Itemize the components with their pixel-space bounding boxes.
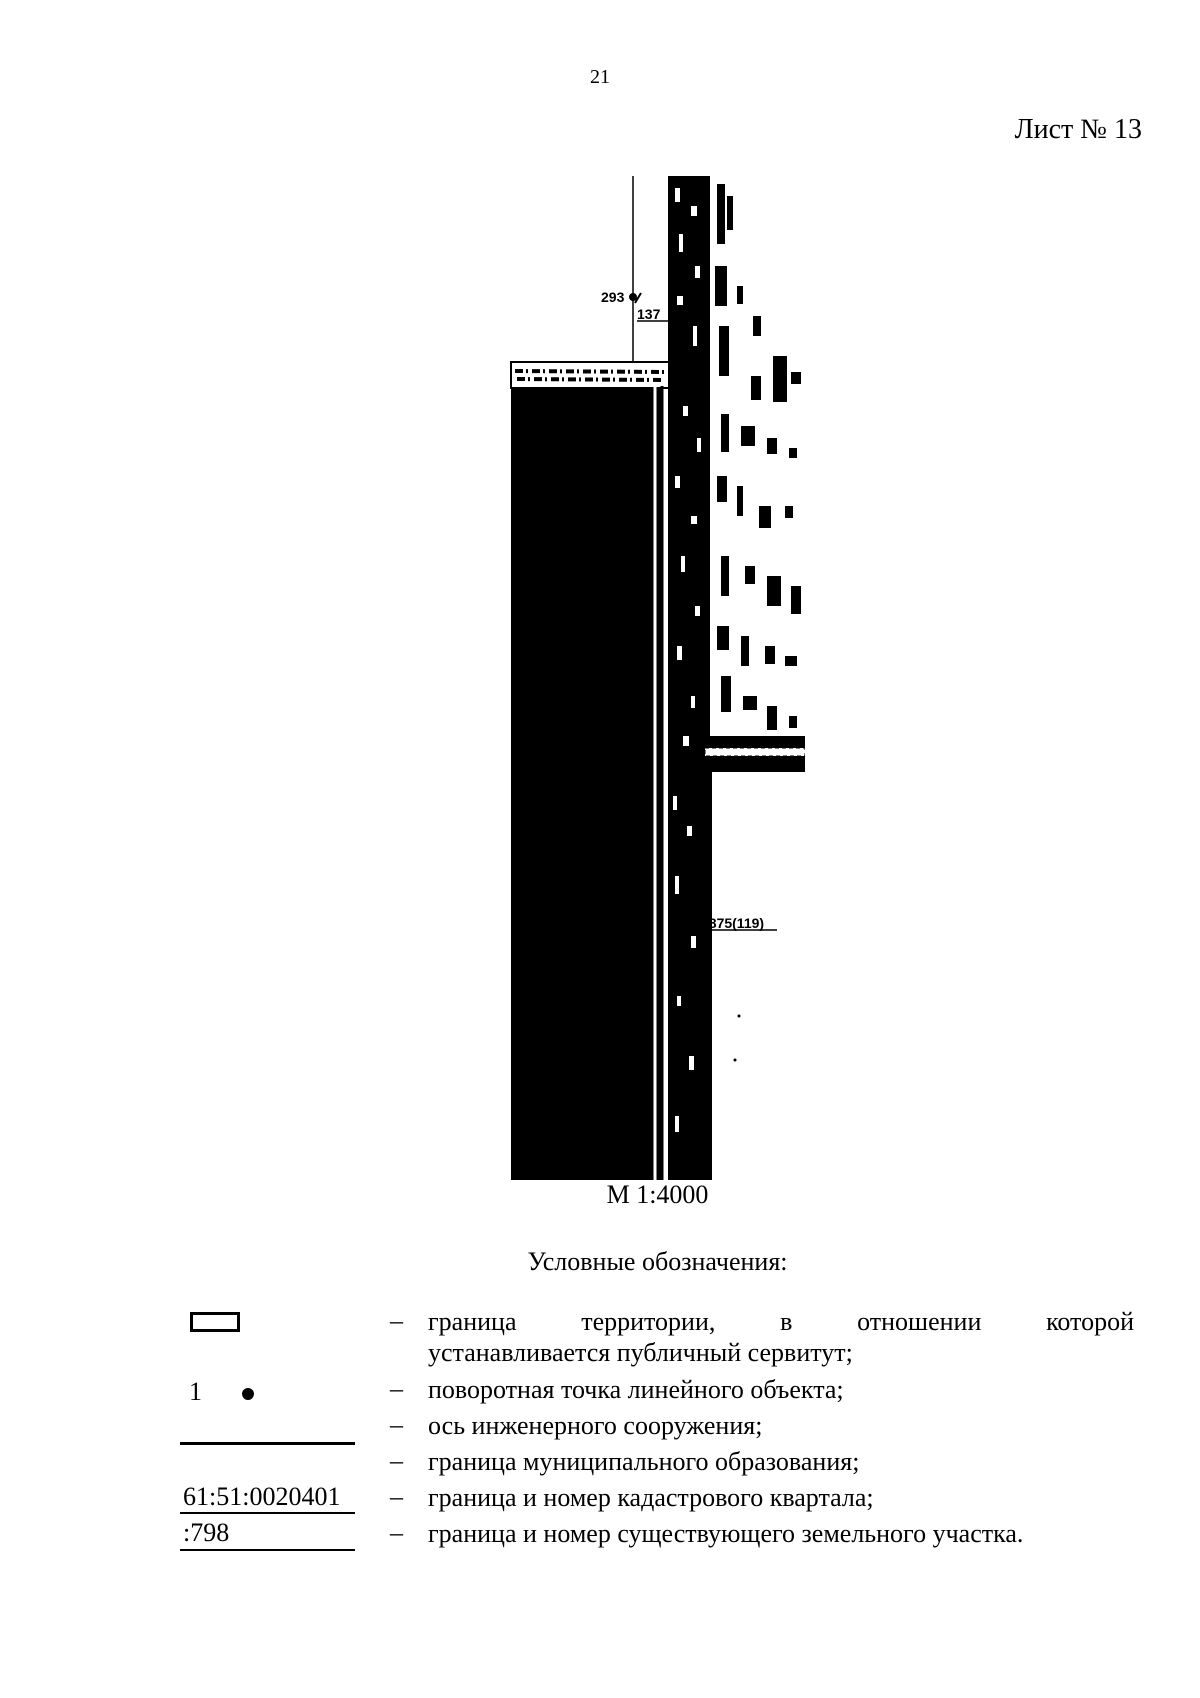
legend-dash: – (390, 1446, 403, 1475)
legend-text: граница территории, в отношении которой (428, 1307, 1134, 1336)
map-black-area (511, 386, 661, 1180)
map-top-band (511, 362, 671, 388)
map-svg (505, 176, 805, 1180)
map-image (505, 176, 805, 1180)
map-point-label: 293 (601, 289, 625, 305)
point-number: 1 (189, 1377, 202, 1406)
legend-text: граница и номер существующего земельного участка. (428, 1519, 1024, 1548)
legend-dash: – (390, 1306, 403, 1335)
map-parcel-label-top: 137 (637, 306, 661, 322)
legend-title: Условные обозначения: (527, 1247, 788, 1276)
page-number: 21 (590, 66, 610, 88)
map-parcel-label-bottom: 8875(119) (701, 915, 765, 931)
legend-text-cont: устанавливается публичный сервитут; (428, 1338, 853, 1367)
legend-text: поворотная точка линейного объекта; (428, 1375, 844, 1404)
legend-dash: – (390, 1518, 403, 1547)
map-scale: М 1:4000 (606, 1180, 709, 1209)
legend-dash: – (390, 1410, 403, 1439)
legend-dash: – (390, 1374, 403, 1403)
legend-text: граница муниципального образования; (428, 1447, 860, 1476)
sheet-label: Лист № 13 (1014, 114, 1142, 145)
legend-text: граница и номер кадастрового квартала; (428, 1483, 874, 1512)
cadastral-quarter-number: 61:51:0020401 (183, 1482, 341, 1511)
legend-text: ось инженерного сооружения; (428, 1411, 763, 1440)
legend-dash: – (390, 1482, 403, 1511)
land-parcel-number: :798 (183, 1518, 230, 1547)
